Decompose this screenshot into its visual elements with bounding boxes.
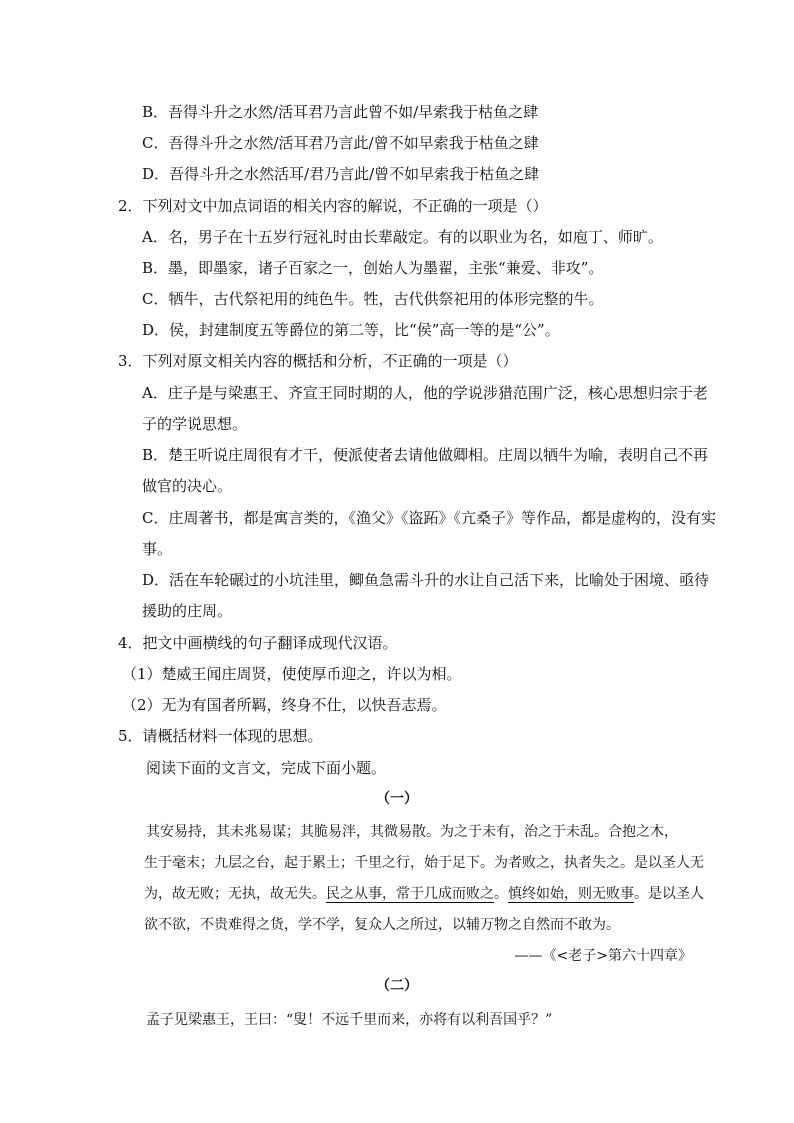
q3-option-d-line1: D．活在车轮碾过的小坑洼里，鲫鱼急需斗升的水让自己活下来，比喻处于困境、亟待 [142, 571, 710, 589]
section2-passage-line: 孟子见梁惠王，王曰：“叟！不远千里而来，亦将有以利吾国乎？” [146, 1012, 553, 1028]
underlined-sentence-1: 民之从事，常于几成而败之 [326, 886, 494, 902]
q3-stem: 3．下列对原文相关内容的概括和分析，不正确的一项是（） [118, 352, 518, 370]
q1-option-c: C．吾得斗升之水然/活耳君乃言此/曾不如早索我于枯鱼之肆 [142, 134, 539, 152]
section1-heading: （一） [376, 791, 418, 807]
reading-intro: 阅读下面的文言文，完成下面小题。 [146, 759, 387, 777]
passage-text: 。 [494, 886, 508, 902]
q4-stem: 4．把文中画横线的句子翻译成现代汉语。 [118, 634, 398, 652]
passage-line: 其安易持，其未兆易谋；其脆易泮，其微易散。为之于未有，治之于未乱。合抱之木， [146, 824, 678, 840]
q3-option-b-line2: 做官的决心。 [142, 477, 233, 495]
q2-option-c: C．牺牛，古代祭祀用的纯色牛。牲，古代供祭祀用的体形完整的牛。 [142, 290, 604, 308]
passage-line [144, 884, 704, 904]
section2-heading: （二） [376, 978, 418, 994]
q3-option-a-line2: 子的学说思想。 [142, 415, 248, 433]
q4-item-2: （2）无为有国者所羁，终身不仕，以快吾志焉。 [122, 696, 447, 714]
q4-item-1: （1）楚威王闻庄周贤，使使厚币迎之，许以为相。 [122, 665, 462, 683]
q2-option-d: D．侯，封建制度五等爵位的第二等，比“侯”高一等的是“公”。 [142, 321, 560, 339]
q2-option-b: B．墨，即墨家，诸子百家之一，创始人为墨翟，主张“兼爱、非攻”。 [142, 259, 604, 277]
passage-line: 生于毫末；九层之台，起于累土；千里之行，始于足下。为者败之，执者失之。是以圣人无 [144, 855, 704, 871]
q3-option-a-line1: A．庄子是与梁惠王、齐宣王同时期的人，他的学说涉猎范围广泛，核心思想归宗于老 [142, 384, 708, 402]
q3-option-d-line2: 援助的庄周。 [142, 602, 233, 620]
passage-text: 为，故无败；无执，故无失。 [144, 886, 326, 902]
underlined-sentence-2: 慎终如始，则无败事 [508, 886, 634, 902]
q5-stem: 5．请概括材料一体现的思想。 [118, 727, 323, 745]
q3-option-c-line2: 事。 [142, 540, 173, 558]
q3-option-c-line1: C．庄周著书，都是寓言类的，《渔父》《盗跖》《亢桑子》等作品，都是虚构的，没有实 [142, 509, 716, 527]
q1-option-d: D．吾得斗升之水然活耳/君乃言此/曾不如早索我于枯鱼之肆 [142, 165, 540, 183]
q2-stem: 2．下列对文中加点词语的相关内容的解说，不正确的一项是（） [118, 197, 548, 215]
q2-option-a: A．名，男子在十五岁行冠礼时由长辈敲定。有的以职业为名，如庖丁、师旷。 [142, 228, 663, 246]
passage-text: 。是以圣人 [634, 886, 704, 902]
passage-line: 欲不欲，不贵难得之货，学不学，复众人之所过，以辅万物之自然而不敢为。 [144, 917, 620, 933]
q3-option-b-line1: B．楚王听说庄周很有才干，便派使者去请他做卿相。庄周以牺牛为喻，表明自己不再 [142, 446, 709, 464]
q1-option-b: B．吾得斗升之水然/活耳君乃言此曾不如/早索我于枯鱼之肆 [142, 103, 539, 121]
passage-source: ——《<老子>第六十四章》 [514, 948, 692, 964]
